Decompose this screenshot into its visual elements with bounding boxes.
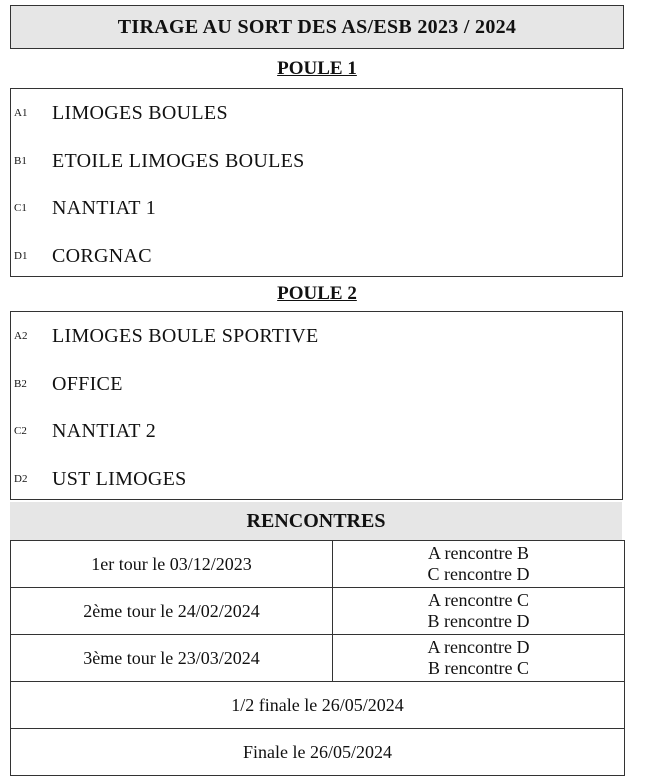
document-title: TIRAGE AU SORT DES AS/ESB 2023 / 2024 — [10, 5, 624, 49]
pairing: C rencontre D — [427, 564, 530, 584]
table-row — [11, 635, 625, 682]
table-row — [11, 729, 625, 776]
team-code: C1 — [14, 202, 27, 214]
team-name: LIMOGES BOULE SPORTIVE — [52, 324, 319, 347]
finale-date: Finale le 26/05/2024 — [11, 729, 625, 776]
team-code: C2 — [14, 425, 27, 437]
team-code: A2 — [14, 330, 28, 342]
team-code: B1 — [14, 155, 27, 167]
round-pairings — [333, 635, 625, 682]
team-name: NANTIAT 1 — [52, 196, 156, 219]
pairing: A rencontre D — [427, 637, 530, 657]
team-name: LIMOGES BOULES — [52, 101, 228, 124]
poule-2-team-list — [10, 311, 623, 500]
poule-1-heading: POULE 1 — [277, 58, 357, 79]
team-code: D1 — [14, 250, 28, 262]
team-name: ETOILE LIMOGES BOULES — [52, 149, 305, 172]
pairing: A rencontre C — [428, 590, 529, 610]
poule-2-heading: POULE 2 — [277, 283, 357, 304]
team-code: D2 — [14, 473, 28, 485]
pairing: A rencontre B — [428, 543, 529, 563]
team-name: CORGNAC — [52, 244, 152, 267]
round-date: 2ème tour le 24/02/2024 — [11, 588, 333, 635]
round-date: 3ème tour le 23/03/2024 — [11, 635, 333, 682]
demi-finale-date: 1/2 finale le 26/05/2024 — [11, 682, 625, 729]
rencontres-table — [10, 540, 625, 776]
table-row — [11, 682, 625, 729]
team-code: B2 — [14, 378, 27, 390]
pairing: B rencontre D — [427, 611, 530, 631]
round-pairings — [333, 541, 625, 588]
team-name: OFFICE — [52, 372, 123, 395]
team-name: NANTIAT 2 — [52, 419, 156, 442]
round-date: 1er tour le 03/12/2023 — [11, 541, 333, 588]
table-row — [11, 588, 625, 635]
table-row — [11, 541, 625, 588]
round-pairings — [333, 588, 625, 635]
rencontres-heading: RENCONTRES — [10, 502, 622, 540]
team-name: UST LIMOGES — [52, 467, 187, 490]
pairing: B rencontre C — [428, 658, 529, 678]
team-code: A1 — [14, 107, 28, 119]
poule-1-team-list — [10, 88, 623, 277]
